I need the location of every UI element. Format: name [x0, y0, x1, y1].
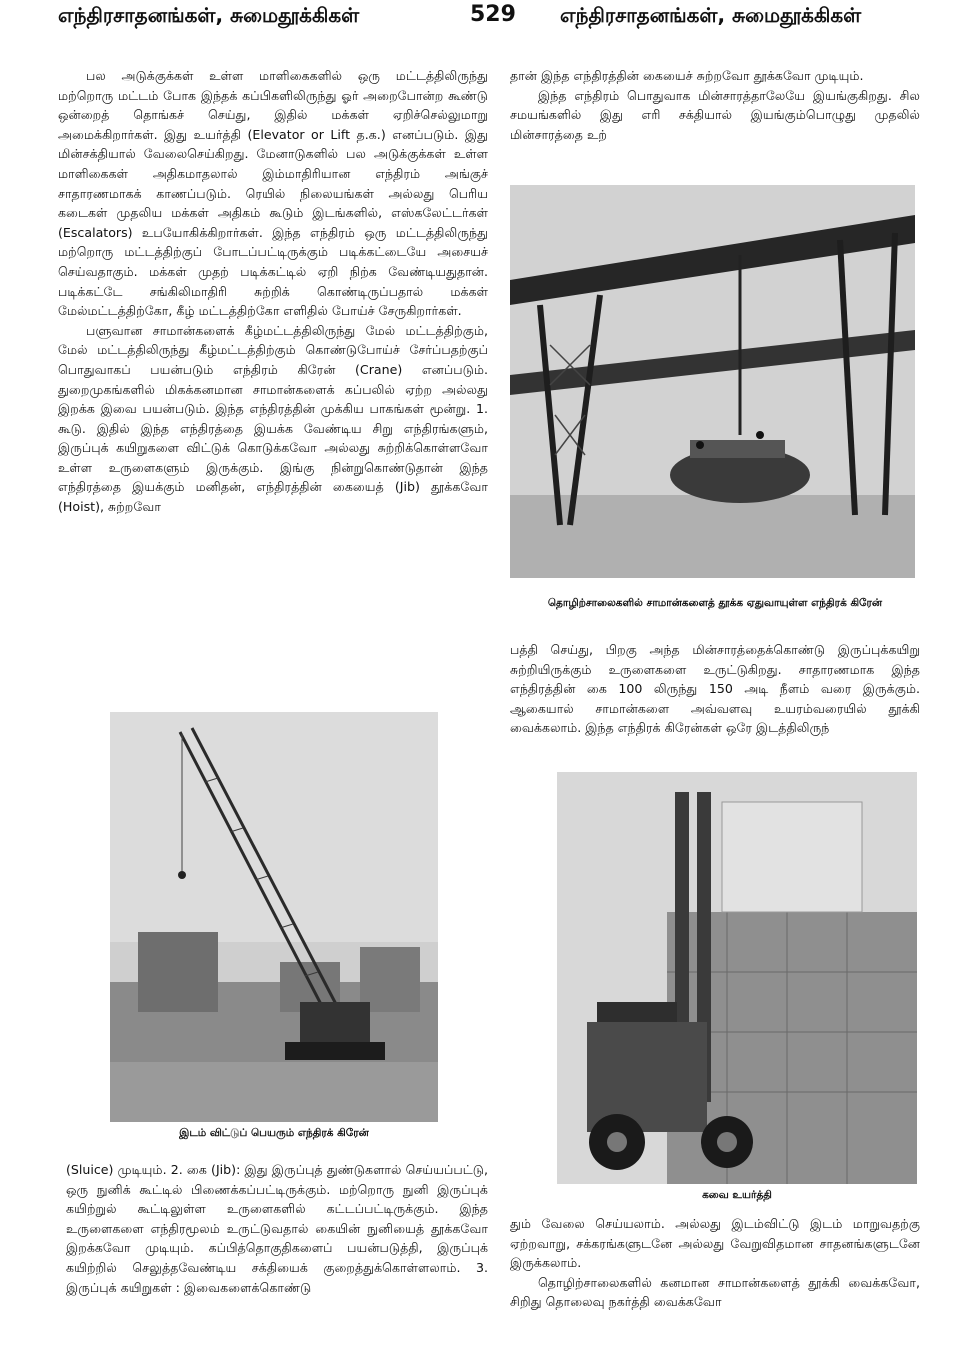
paragraph-jib-length: பத்தி செய்து, பிறகு அந்த மின்சாரத்தைக்கொண்டு இருப்புக்கயிறு சுற்றியிருக்கும் உருளைகளை உருட்டுகிறது. சாதாரணமாக இந்த எந்திரத்தின் கை 100 லிருந்து 150 அடி நீளம் வரை இருக்கும். ஆகையால் சாமான்களை அவ்வளவு உயரம்வரையில் தூக்கி வைக்கலாம். இந்த எந்திரக் கிரேன்கள் ஒரே இடத்திலிருந்	[510, 642, 920, 736]
paragraph-crane-rotation: தான் இந்த எந்திரத்தின் கையைச் சுற்றவோ தூக்கவோ முடியும்.	[510, 68, 864, 83]
paragraph-elevators: பல அடுக்குக்கள் உள்ள மாளிகைகளில் ஒரு மட்டத்திலிருந்து மற்றொரு மட்டம் போக இந்தக் கப்பிகளிலிருந்து ஓர் அறைபோன்ற கூண்டு ஒன்றைத் தொங்கச் செய்து, இதில் மக்கள் ஏறிச்செல்லுமாறு அமைக்கிறார்கள். இது உயர்த்தி (Elevator or Lift த.க.) எனப்படும். இது மின்சக்தியால் வேலைசெய்கிறது. மேனாடுகளில் பல அடுக்குக்கள் உள்ள மாளிகைகள் அதிகமாதலால் இம்மாதிரியான எந்திரம் அங்குச் சாதாரணமாகக் காணப்படும். ரெயில் நிலையங்கள் அல்லது பெரிய கடைகள் முதலிய மக்கள் அதிகம் கூடும் இடங்களில், எஸ்கலேட்டர்கள் (Escalators) உபயோகிக்கிறார்கள். இந்த எந்திரம் ஒரு மட்டத்திலிருந்து மற்றொரு மட்டத்திற்குப் போடப்பட்டிருக்கும் படிக்கட்டையே அசையச் செய்வதாகும். மக்கள் முதற் படிக்கட்டில் ஏறி நிற்க வேண்டியதுதான். படிக்கட்டே சங்கிலிமாதிரி சுற்றிக் கொண்டிருப்பதால் மக்கள் மேல்மட்டத்திற்கோ, கீழ் மட்டத்திற்கோ எளிதில் போய்ச் சேருகிறார்கள்.	[58, 68, 488, 319]
paragraph-mobility: தும் வேலை செய்யலாம். அல்லது இடம்விட்டு இடம் மாறுவதற்கு ஏற்றவாறு, சக்கரங்களுடனே அல்லது வேறுவிதமான சாதனங்களுடனே இருக்கலாம்.	[510, 1216, 920, 1271]
paragraph-jib: (Sluice) முடியும். 2. கை (Jib): இது இருப்புத் துண்டுகளால் செய்யப்பட்டு, ஒரு நுனிக் கூட்டில் பிணைக்கப்பட்டிருக்கும். மற்றொரு நுனி இருப்புக் கயிற்றுல் கூட்டிலுள்ள உருளைகளில் கட்டப்பட்டிருக்கும். இந்த உருளைகளை எந்திரமூலம் உருட்டுவதால் கையின் நுனியைத் தூக்கவோ இறக்கவோ முடியும். கப்பித்தொகுதிகளைப் பயன்படுத்தி, இருப்புக் கயிற்றில் செலுத்தவேண்டிய சக்தியைக் குறைத்துக்கொள்ளலாம். 3. இருப்புக் கயிறுகள் : இவைகளைக்கொண்டு	[66, 1162, 488, 1295]
header-right-title: எந்திரசாதனங்கள், சுமைதூக்கிகள்	[560, 3, 862, 27]
header-left-title: எந்திரசாதனங்கள், சுமைதூக்கிகள்	[58, 3, 360, 27]
paragraph-electric: இந்த எந்திரம் பொதுவாக மின்சாரத்தாலேயே இயங்குகிறது. சில சமயங்களில் இது எரி சக்தியால் இயங்கும்பொழுது முதலில் மின்சாரத்தை உற்	[510, 87, 920, 142]
forklift-photo	[557, 772, 917, 1184]
right-column-top-text	[510, 66, 920, 186]
left-column-text	[58, 66, 488, 702]
mobile-crane-photo	[110, 712, 438, 1122]
paragraph-cranes: பளுவான சாமான்களைக் கீழ்மட்டத்திலிருந்து மேல் மட்டத்திற்கும், மேல் மட்டத்திலிருந்து கீழ்மட்டத்திற்கும் கொண்டுபோய்ச் சேர்ப்பதற்குப் பொதுவாகப் பயன்படும் எந்திரம் கிரேன் (Crane) எனப்படும். துறைமுகங்களில் மிகக்கனமான சாமான்களைக் கப்பலில் ஏற்ற அல்லது இறக்க இவை பயன்படும். இந்த எந்திரத்தின் முக்கிய பாகங்கள் மூன்று. 1. கூடு. இதில் இந்த எந்திரத்தை இயக்க வேண்டிய சிறு எந்திரங்களும், இருப்புக் கயிறுகளை விட்டுக் கொடுக்கவோ அல்லது சுற்றிக்கொள்ளவோ உள்ள உருளைகளும் இருக்கும். இங்கு நின்றுகொண்டுதான் இந்த எந்திரத்தை இயக்கும் மனிதன், எந்திரத்தின் கையைத் (Jib) தூக்கவோ (Hoist), சுற்றவோ	[58, 322, 488, 515]
left-column-lower-text	[66, 1160, 488, 1360]
mobile-crane-caption: இடம் விட்டுப் பெயரும் எந்திரக் கிரேன்	[179, 1127, 369, 1139]
gantry-crane-photo	[510, 185, 915, 578]
right-column-middle-text	[510, 640, 920, 760]
gantry-crane-caption: தொழிற்சாலைகளில் சாமான்களைத் தூக்க ஏதுவாயுள்ள எந்திரக் கிரேன்	[547, 597, 883, 609]
right-column-bottom-text	[510, 1214, 920, 1360]
paragraph-factories: தொழிற்சாலைகளில் கனமான சாமான்களைத் தூக்கி வைக்கவோ, சிறிது தொலைவு நகர்த்தி வைக்கவோ	[510, 1274, 920, 1310]
page-number: 529	[470, 2, 516, 27]
forklift-caption: கவை உயர்த்தி	[702, 1189, 772, 1201]
